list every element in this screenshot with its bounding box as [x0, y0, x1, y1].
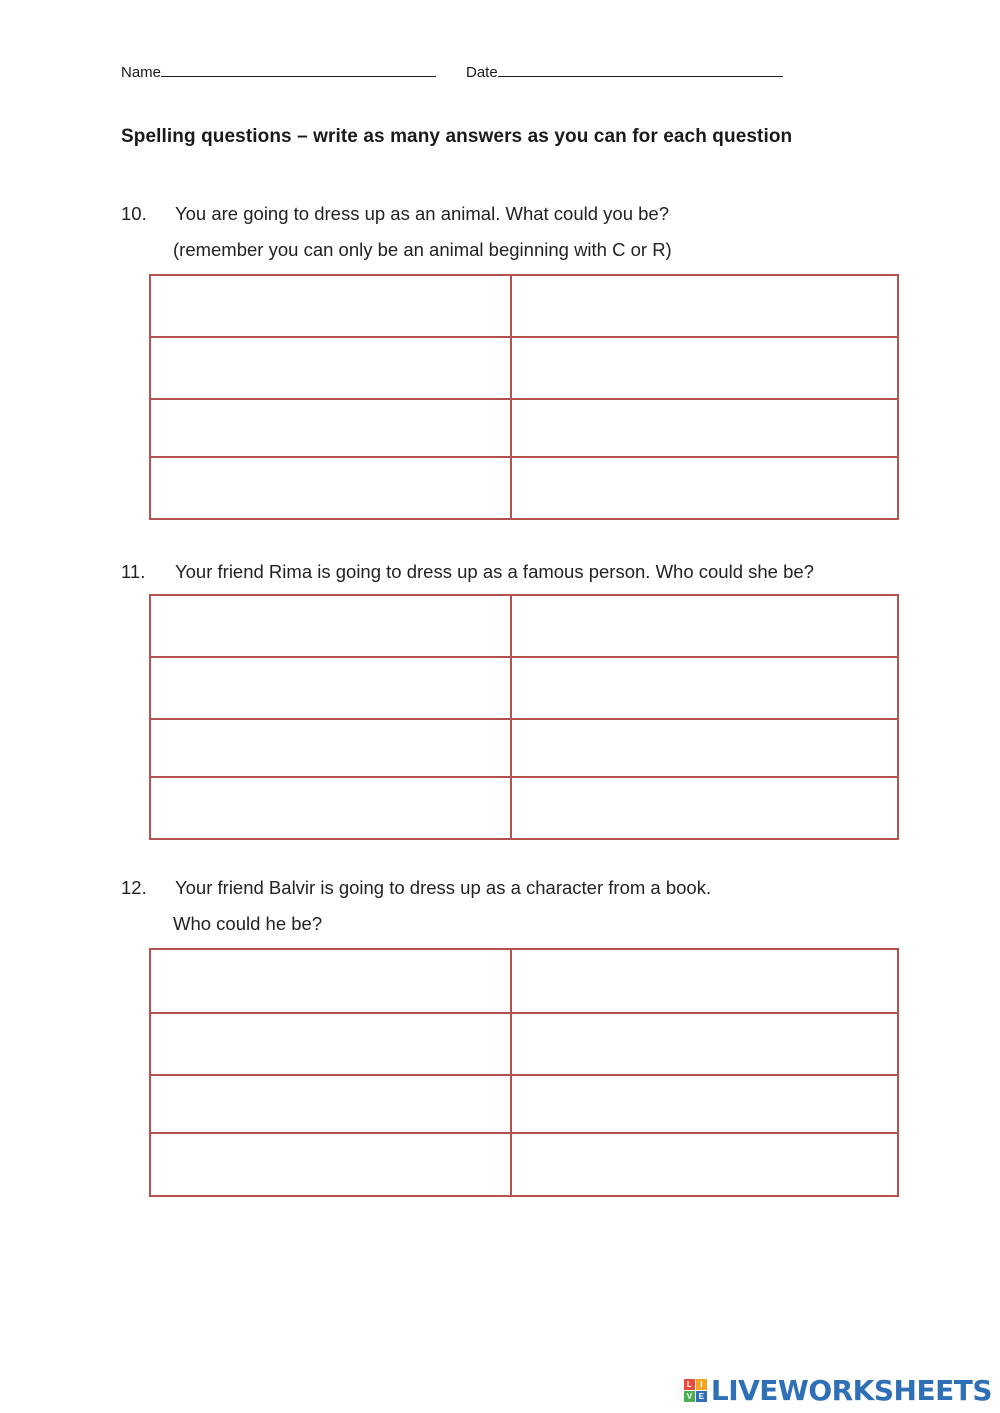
question-text: Your friend Balvir is going to dress up as a character from a book. [175, 877, 712, 898]
name-field[interactable] [121, 60, 436, 81]
question-number: 10. [121, 203, 147, 224]
answer-cell[interactable] [512, 778, 897, 838]
answer-table-12 [149, 948, 899, 1197]
question-subtext: Who could he be? [173, 913, 323, 934]
answer-cell[interactable] [512, 658, 897, 720]
liveworksheets-logo-icon [684, 1379, 707, 1402]
name-label: Name [121, 64, 162, 81]
question-text: Your friend Rima is going to dress up as a famous person. Who could she be? [175, 561, 814, 582]
question-subtext: (remember you can only be an animal beginning with C or R) [173, 239, 672, 260]
answer-table-11 [149, 594, 899, 840]
answer-cell[interactable] [151, 720, 512, 778]
answer-cell[interactable] [151, 1014, 512, 1076]
question-text: You are going to dress up as an animal. What could you be? [175, 203, 669, 224]
answer-cell[interactable] [151, 1076, 512, 1134]
answer-cell[interactable] [151, 778, 512, 838]
answer-cell[interactable] [151, 276, 512, 338]
answer-cell[interactable] [512, 720, 897, 778]
answer-table-10 [149, 274, 899, 520]
logo-letter: E [696, 1391, 707, 1402]
date-underline [498, 60, 783, 77]
instructions-heading: Spelling questions – write as many answers as you can for each question [121, 126, 793, 147]
answer-cell[interactable] [151, 1134, 512, 1195]
logo-letter: I [696, 1379, 707, 1390]
answer-cell[interactable] [512, 950, 897, 1014]
answer-cell[interactable] [512, 338, 897, 400]
answer-cell[interactable] [512, 276, 897, 338]
brand-name: LIVEWORKSHEETS [710, 1374, 992, 1407]
answer-cell[interactable] [151, 658, 512, 720]
answer-cell[interactable] [151, 458, 512, 518]
answer-cell[interactable] [151, 338, 512, 400]
answer-cell[interactable] [512, 1076, 897, 1134]
date-field[interactable] [466, 60, 783, 81]
question-number: 12. [121, 877, 147, 898]
logo-letter: V [684, 1391, 695, 1402]
liveworksheets-brand [684, 1374, 992, 1407]
answer-cell[interactable] [151, 400, 512, 458]
name-underline [161, 60, 436, 77]
answer-cell[interactable] [512, 1014, 897, 1076]
date-label: Date [466, 64, 498, 81]
logo-letter: L [684, 1379, 695, 1390]
question-number: 11. [121, 561, 146, 582]
answer-cell[interactable] [151, 950, 512, 1014]
answer-cell[interactable] [512, 1134, 897, 1195]
answer-cell[interactable] [151, 596, 512, 658]
answer-cell[interactable] [512, 400, 897, 458]
answer-cell[interactable] [512, 596, 897, 658]
answer-cell[interactable] [512, 458, 897, 518]
